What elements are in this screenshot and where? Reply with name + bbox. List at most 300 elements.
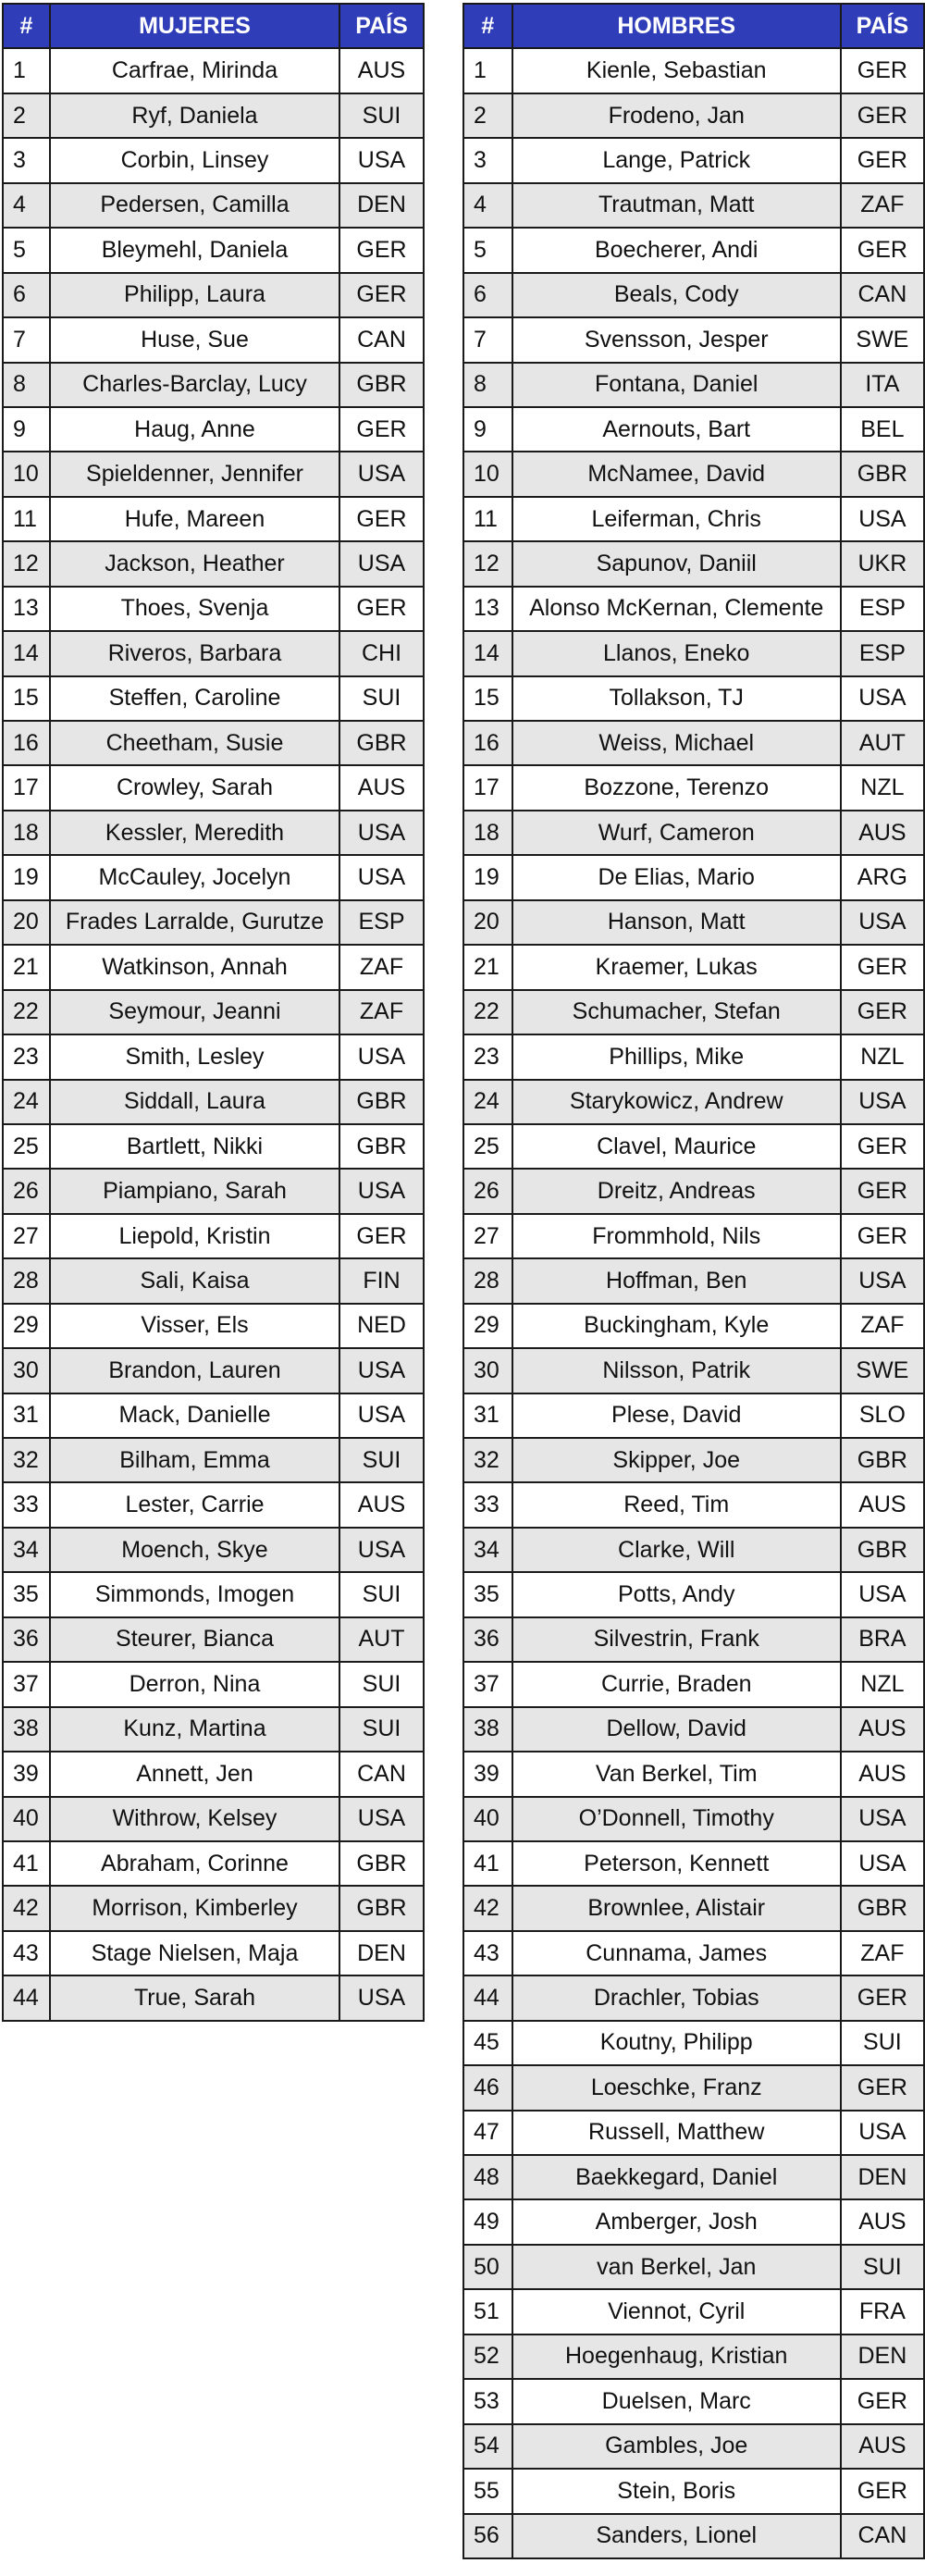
men-table-row [463, 1348, 924, 1393]
country-cell: AUS [339, 48, 424, 93]
rank-cell: 41 [463, 1841, 512, 1886]
rank-cell: 18 [3, 811, 50, 855]
rank-cell: 11 [3, 497, 50, 541]
rank-cell: 33 [3, 1482, 50, 1527]
country-cell: USA [339, 1034, 424, 1079]
men-table-row [463, 228, 924, 272]
rank-cell: 52 [463, 2334, 512, 2379]
women-table-row [3, 407, 424, 452]
rank-cell: 35 [463, 1572, 512, 1616]
rank-cell: 10 [3, 452, 50, 496]
country-cell: GBR [339, 1886, 424, 1930]
women-table-row [3, 1662, 424, 1706]
men-table-row [463, 2155, 924, 2199]
rank-cell: 50 [463, 2245, 512, 2289]
athlete-name-cell: Cheetham, Susie [50, 721, 339, 765]
rank-cell: 14 [463, 631, 512, 675]
country-cell: GBR [841, 1528, 924, 1572]
rank-cell: 28 [3, 1258, 50, 1303]
women-rows [3, 48, 424, 2020]
athlete-name-cell: Seymour, Jeanni [50, 990, 339, 1034]
athlete-name-cell: Leiferman, Chris [512, 497, 841, 541]
rank-cell: 17 [463, 765, 512, 810]
athlete-name-cell: Hufe, Mareen [50, 497, 339, 541]
athlete-name-cell: Brownlee, Alistair [512, 1886, 841, 1930]
athlete-name-cell: McNamee, David [512, 452, 841, 496]
country-cell: USA [339, 138, 424, 182]
country-cell: USA [339, 1975, 424, 2020]
athlete-name-cell: O’Donnell, Timothy [512, 1797, 841, 1841]
rank-cell: 32 [463, 1438, 512, 1482]
athlete-name-cell: Smith, Lesley [50, 1034, 339, 1079]
rank-cell: 25 [463, 1124, 512, 1169]
athlete-name-cell: Withrow, Kelsey [50, 1797, 339, 1841]
country-cell: DEN [841, 2155, 924, 2199]
women-table-row [3, 631, 424, 675]
country-cell: USA [841, 1572, 924, 1616]
rank-cell: 33 [463, 1482, 512, 1527]
athlete-name-cell: Kessler, Meredith [50, 811, 339, 855]
athlete-name-cell: Steurer, Bianca [50, 1617, 339, 1662]
country-cell: AUS [841, 811, 924, 855]
country-cell: SWE [841, 1348, 924, 1393]
country-column-header: PAÍS [841, 4, 924, 48]
rank-cell: 9 [3, 407, 50, 452]
men-table-row [463, 452, 924, 496]
rank-cell: 22 [463, 990, 512, 1034]
athlete-name-cell: Bartlett, Nikki [50, 1124, 339, 1169]
rank-cell: 42 [3, 1886, 50, 1930]
country-cell: SUI [339, 1438, 424, 1482]
country-cell: GER [339, 407, 424, 452]
country-cell: USA [339, 811, 424, 855]
country-cell: GER [841, 228, 924, 272]
rank-cell: 43 [463, 1931, 512, 1975]
men-table-row [463, 2245, 924, 2289]
women-table-row [3, 1572, 424, 1616]
athlete-name-cell: Frommhold, Nils [512, 1214, 841, 1258]
rank-cell: 40 [463, 1797, 512, 1841]
country-cell: USA [339, 452, 424, 496]
country-cell: GBR [339, 721, 424, 765]
rank-cell: 46 [463, 2065, 512, 2110]
country-cell: AUS [841, 1752, 924, 1796]
athlete-name-cell: Steffen, Caroline [50, 676, 339, 721]
country-cell: GER [339, 1214, 424, 1258]
men-table-row [463, 48, 924, 93]
country-cell: NED [339, 1304, 424, 1348]
athlete-name-cell: Haug, Anne [50, 407, 339, 452]
men-rows [463, 48, 924, 2558]
women-table-row [3, 317, 424, 362]
athlete-name-cell: Jackson, Heather [50, 541, 339, 586]
rank-cell: 23 [463, 1034, 512, 1079]
country-cell: USA [841, 1841, 924, 1886]
country-cell: GER [841, 1124, 924, 1169]
athlete-name-cell: Lange, Patrick [512, 138, 841, 182]
women-table-row [3, 1617, 424, 1662]
country-cell: USA [339, 855, 424, 899]
country-cell: DEN [339, 1931, 424, 1975]
athlete-name-cell: Skipper, Joe [512, 1438, 841, 1482]
rank-cell: 16 [463, 721, 512, 765]
men-table-row [463, 1931, 924, 1975]
rank-cell: 39 [3, 1752, 50, 1796]
athlete-name-cell: Pedersen, Camilla [50, 183, 339, 228]
athlete-name-cell: Annett, Jen [50, 1752, 339, 1796]
country-cell: CAN [339, 1752, 424, 1796]
rank-cell: 40 [3, 1797, 50, 1841]
men-table-row [463, 541, 924, 586]
rank-cell: 41 [3, 1841, 50, 1886]
women-table-row [3, 676, 424, 721]
rank-cell: 44 [3, 1975, 50, 2020]
men-table-row [463, 273, 924, 317]
men-table-row [463, 2469, 924, 2513]
country-cell: GER [841, 990, 924, 1034]
men-table-row [463, 407, 924, 452]
men-table-row [463, 497, 924, 541]
athlete-name-cell: Siddall, Laura [50, 1080, 339, 1124]
men-table-row [463, 1617, 924, 1662]
women-table-row [3, 273, 424, 317]
rank-cell: 15 [463, 676, 512, 721]
athlete-name-cell: Sapunov, Daniil [512, 541, 841, 586]
rank-cell: 12 [3, 541, 50, 586]
rank-cell: 56 [463, 2514, 512, 2558]
athlete-name-cell: Simmonds, Imogen [50, 1572, 339, 1616]
country-cell: GER [339, 228, 424, 272]
country-cell: BRA [841, 1617, 924, 1662]
athlete-name-cell: Ryf, Daniela [50, 93, 339, 138]
men-table-row [463, 2334, 924, 2379]
women-table-row [3, 1931, 424, 1975]
rank-cell: 30 [3, 1348, 50, 1393]
rank-cell: 43 [3, 1931, 50, 1975]
country-cell: ESP [841, 587, 924, 631]
rank-cell: 36 [3, 1617, 50, 1662]
men-table-row [463, 1080, 924, 1124]
athlete-name-cell: Fontana, Daniel [512, 363, 841, 407]
country-cell: DEN [841, 2334, 924, 2379]
athlete-name-cell: Koutny, Philipp [512, 2021, 841, 2065]
rank-cell: 47 [463, 2111, 512, 2155]
country-cell: NZL [841, 1034, 924, 1079]
country-cell: CAN [841, 273, 924, 317]
men-table-row [463, 183, 924, 228]
country-cell: SUI [339, 1707, 424, 1752]
rank-cell: 37 [463, 1662, 512, 1706]
athlete-name-cell: Kienle, Sebastian [512, 48, 841, 93]
women-table-row [3, 1393, 424, 1438]
women-table-row [3, 1886, 424, 1930]
women-table-row [3, 587, 424, 631]
athlete-name-cell: Trautman, Matt [512, 183, 841, 228]
country-cell: CAN [339, 317, 424, 362]
men-table-row [463, 1258, 924, 1303]
women-header-row [3, 4, 424, 48]
rank-cell: 24 [463, 1080, 512, 1124]
country-cell: NZL [841, 1662, 924, 1706]
athlete-name-cell: Corbin, Linsey [50, 138, 339, 182]
athlete-name-cell: Silvestrin, Frank [512, 1617, 841, 1662]
women-table-row [3, 1841, 424, 1886]
men-table-row [463, 2289, 924, 2334]
country-cell: GER [841, 945, 924, 989]
athlete-name-cell: Duelsen, Marc [512, 2379, 841, 2423]
rank-cell: 10 [463, 452, 512, 496]
rank-cell: 31 [463, 1393, 512, 1438]
country-cell: GBR [841, 452, 924, 496]
rank-cell: 25 [3, 1124, 50, 1169]
country-cell: USA [841, 900, 924, 945]
country-cell: NZL [841, 765, 924, 810]
country-cell: GER [339, 497, 424, 541]
country-cell: GBR [339, 363, 424, 407]
men-table-row [463, 721, 924, 765]
athlete-name-cell: Liepold, Kristin [50, 1214, 339, 1258]
athlete-name-cell: Carfrae, Mirinda [50, 48, 339, 93]
athlete-name-cell: van Berkel, Jan [512, 2245, 841, 2289]
country-cell: USA [339, 1169, 424, 1213]
women-table-row [3, 811, 424, 855]
rank-cell: 37 [3, 1662, 50, 1706]
country-cell: AUT [339, 1617, 424, 1662]
men-table-row [463, 1124, 924, 1169]
country-cell: SUI [841, 2245, 924, 2289]
athlete-name-cell: Weiss, Michael [512, 721, 841, 765]
athlete-name-cell: Amberger, Josh [512, 2199, 841, 2244]
rank-cell: 3 [463, 138, 512, 182]
athlete-name-cell: Peterson, Kennett [512, 1841, 841, 1886]
athlete-name-cell: Sanders, Lionel [512, 2514, 841, 2558]
women-table-row [3, 900, 424, 945]
men-table-row [463, 631, 924, 675]
rank-cell: 11 [463, 497, 512, 541]
athlete-name-cell: Bleymehl, Daniela [50, 228, 339, 272]
men-table-row [463, 2021, 924, 2065]
women-table-row [3, 1438, 424, 1482]
athlete-name-cell: Van Berkel, Tim [512, 1752, 841, 1796]
women-table-row [3, 1348, 424, 1393]
country-cell: ESP [841, 631, 924, 675]
country-cell: ITA [841, 363, 924, 407]
country-cell: GER [841, 1214, 924, 1258]
rank-column-header: # [3, 4, 50, 48]
athlete-name-cell: Stage Nielsen, Maja [50, 1931, 339, 1975]
country-cell: FRA [841, 2289, 924, 2334]
country-column-header: PAÍS [339, 4, 424, 48]
rank-cell: 24 [3, 1080, 50, 1124]
women-table-row [3, 1797, 424, 1841]
rank-cell: 19 [463, 855, 512, 899]
rank-cell: 38 [3, 1707, 50, 1752]
rank-cell: 8 [3, 363, 50, 407]
athlete-name-cell: Charles-Barclay, Lucy [50, 363, 339, 407]
country-cell: GER [339, 273, 424, 317]
rank-cell: 19 [3, 855, 50, 899]
men-table-row [463, 1214, 924, 1258]
country-cell: USA [339, 1393, 424, 1438]
rank-cell: 2 [3, 93, 50, 138]
women-table-row [3, 1975, 424, 2020]
country-cell: USA [339, 541, 424, 586]
rank-cell: 29 [463, 1304, 512, 1348]
country-cell: CAN [841, 2514, 924, 2558]
athlete-name-cell: Bozzone, Terenzo [512, 765, 841, 810]
athlete-name-cell: Piampiano, Sarah [50, 1169, 339, 1213]
rank-cell: 44 [463, 1975, 512, 2020]
women-table-row [3, 1752, 424, 1796]
athlete-name-cell: Clavel, Maurice [512, 1124, 841, 1169]
women-rankings-table [2, 3, 425, 2022]
rank-cell: 20 [463, 900, 512, 945]
men-table-row [463, 1169, 924, 1213]
women-table-row [3, 721, 424, 765]
men-table-row [463, 1975, 924, 2020]
rank-cell: 29 [3, 1304, 50, 1348]
athlete-name-cell: Dreitz, Andreas [512, 1169, 841, 1213]
country-cell: GER [841, 1975, 924, 2020]
men-column-header: HOMBRES [512, 4, 841, 48]
country-cell: ARG [841, 855, 924, 899]
athlete-name-cell: Morrison, Kimberley [50, 1886, 339, 1930]
athlete-name-cell: Plese, David [512, 1393, 841, 1438]
men-rankings-table [462, 3, 925, 2559]
rank-cell: 51 [463, 2289, 512, 2334]
women-table-row [3, 1034, 424, 1079]
women-table-row [3, 855, 424, 899]
country-cell: GER [841, 48, 924, 93]
country-cell: GER [339, 587, 424, 631]
athlete-name-cell: McCauley, Jocelyn [50, 855, 339, 899]
rank-cell: 30 [463, 1348, 512, 1393]
men-table-row [463, 855, 924, 899]
rank-cell: 27 [3, 1214, 50, 1258]
rank-cell: 21 [463, 945, 512, 989]
athlete-name-cell: Russell, Matthew [512, 2111, 841, 2155]
rank-cell: 2 [463, 93, 512, 138]
women-table-row [3, 1169, 424, 1213]
women-table-row [3, 228, 424, 272]
country-cell: USA [841, 1797, 924, 1841]
men-table-row [463, 1886, 924, 1930]
athlete-name-cell: Brandon, Lauren [50, 1348, 339, 1393]
country-cell: GER [841, 2469, 924, 2513]
athlete-name-cell: Kunz, Martina [50, 1707, 339, 1752]
athlete-name-cell: Svensson, Jesper [512, 317, 841, 362]
country-cell: AUS [841, 1707, 924, 1752]
country-cell: GBR [841, 1886, 924, 1930]
rank-cell: 26 [3, 1169, 50, 1213]
rank-cell: 39 [463, 1752, 512, 1796]
athlete-name-cell: Alonso McKernan, Clemente [512, 587, 841, 631]
rank-cell: 4 [3, 183, 50, 228]
athlete-name-cell: Aernouts, Bart [512, 407, 841, 452]
men-table-row [463, 1482, 924, 1527]
athlete-name-cell: Hoegenhaug, Kristian [512, 2334, 841, 2379]
men-table-row [463, 1034, 924, 1079]
country-cell: USA [339, 1797, 424, 1841]
country-cell: FIN [339, 1258, 424, 1303]
athlete-name-cell: Hanson, Matt [512, 900, 841, 945]
athlete-name-cell: Starykowicz, Andrew [512, 1080, 841, 1124]
athlete-name-cell: Watkinson, Annah [50, 945, 339, 989]
rank-cell: 31 [3, 1393, 50, 1438]
athlete-name-cell: Viennot, Cyril [512, 2289, 841, 2334]
rank-cell: 21 [3, 945, 50, 989]
athlete-name-cell: Cunnama, James [512, 1931, 841, 1975]
rank-cell: 1 [463, 48, 512, 93]
men-table-row [463, 2199, 924, 2244]
country-cell: ZAF [339, 990, 424, 1034]
women-table-row [3, 452, 424, 496]
men-table-row [463, 1528, 924, 1572]
athlete-name-cell: Huse, Sue [50, 317, 339, 362]
women-table-row [3, 138, 424, 182]
athlete-name-cell: Dellow, David [512, 1707, 841, 1752]
country-cell: AUT [841, 721, 924, 765]
rank-cell: 17 [3, 765, 50, 810]
athlete-name-cell: Moench, Skye [50, 1528, 339, 1572]
rank-cell: 27 [463, 1214, 512, 1258]
rank-cell: 48 [463, 2155, 512, 2199]
athlete-name-cell: Frodeno, Jan [512, 93, 841, 138]
rank-cell: 23 [3, 1034, 50, 1079]
women-table-row [3, 1304, 424, 1348]
country-cell: ZAF [841, 1931, 924, 1975]
athlete-name-cell: Gambles, Joe [512, 2424, 841, 2469]
athlete-name-cell: Reed, Tim [512, 1482, 841, 1527]
men-table-row [463, 1438, 924, 1482]
rank-cell: 7 [463, 317, 512, 362]
country-cell: SUI [339, 1572, 424, 1616]
athlete-name-cell: Stein, Boris [512, 2469, 841, 2513]
country-cell: UKR [841, 541, 924, 586]
men-table-row [463, 1707, 924, 1752]
country-cell: GBR [339, 1841, 424, 1886]
rank-column-header: # [463, 4, 512, 48]
rank-cell: 54 [463, 2424, 512, 2469]
rank-cell: 5 [463, 228, 512, 272]
rank-cell: 18 [463, 811, 512, 855]
country-cell: DEN [339, 183, 424, 228]
women-table-row [3, 1080, 424, 1124]
athlete-name-cell: Lester, Carrie [50, 1482, 339, 1527]
athlete-name-cell: Boecherer, Andi [512, 228, 841, 272]
country-cell: AUS [841, 1482, 924, 1527]
country-cell: GBR [339, 1124, 424, 1169]
athlete-name-cell: Tollakson, TJ [512, 676, 841, 721]
athlete-name-cell: Buckingham, Kyle [512, 1304, 841, 1348]
athlete-name-cell: Baekkegard, Daniel [512, 2155, 841, 2199]
men-table-row [463, 945, 924, 989]
women-table-row [3, 1528, 424, 1572]
country-cell: AUS [841, 2424, 924, 2469]
men-table-row [463, 93, 924, 138]
men-table-row [463, 900, 924, 945]
country-cell: ESP [339, 900, 424, 945]
country-cell: GER [841, 93, 924, 138]
rank-cell: 13 [3, 587, 50, 631]
athlete-name-cell: Hoffman, Ben [512, 1258, 841, 1303]
women-table-row [3, 541, 424, 586]
country-cell: SUI [339, 676, 424, 721]
women-table-row [3, 1707, 424, 1752]
men-table-row [463, 1752, 924, 1796]
country-cell: USA [841, 2111, 924, 2155]
women-table-row [3, 1482, 424, 1527]
